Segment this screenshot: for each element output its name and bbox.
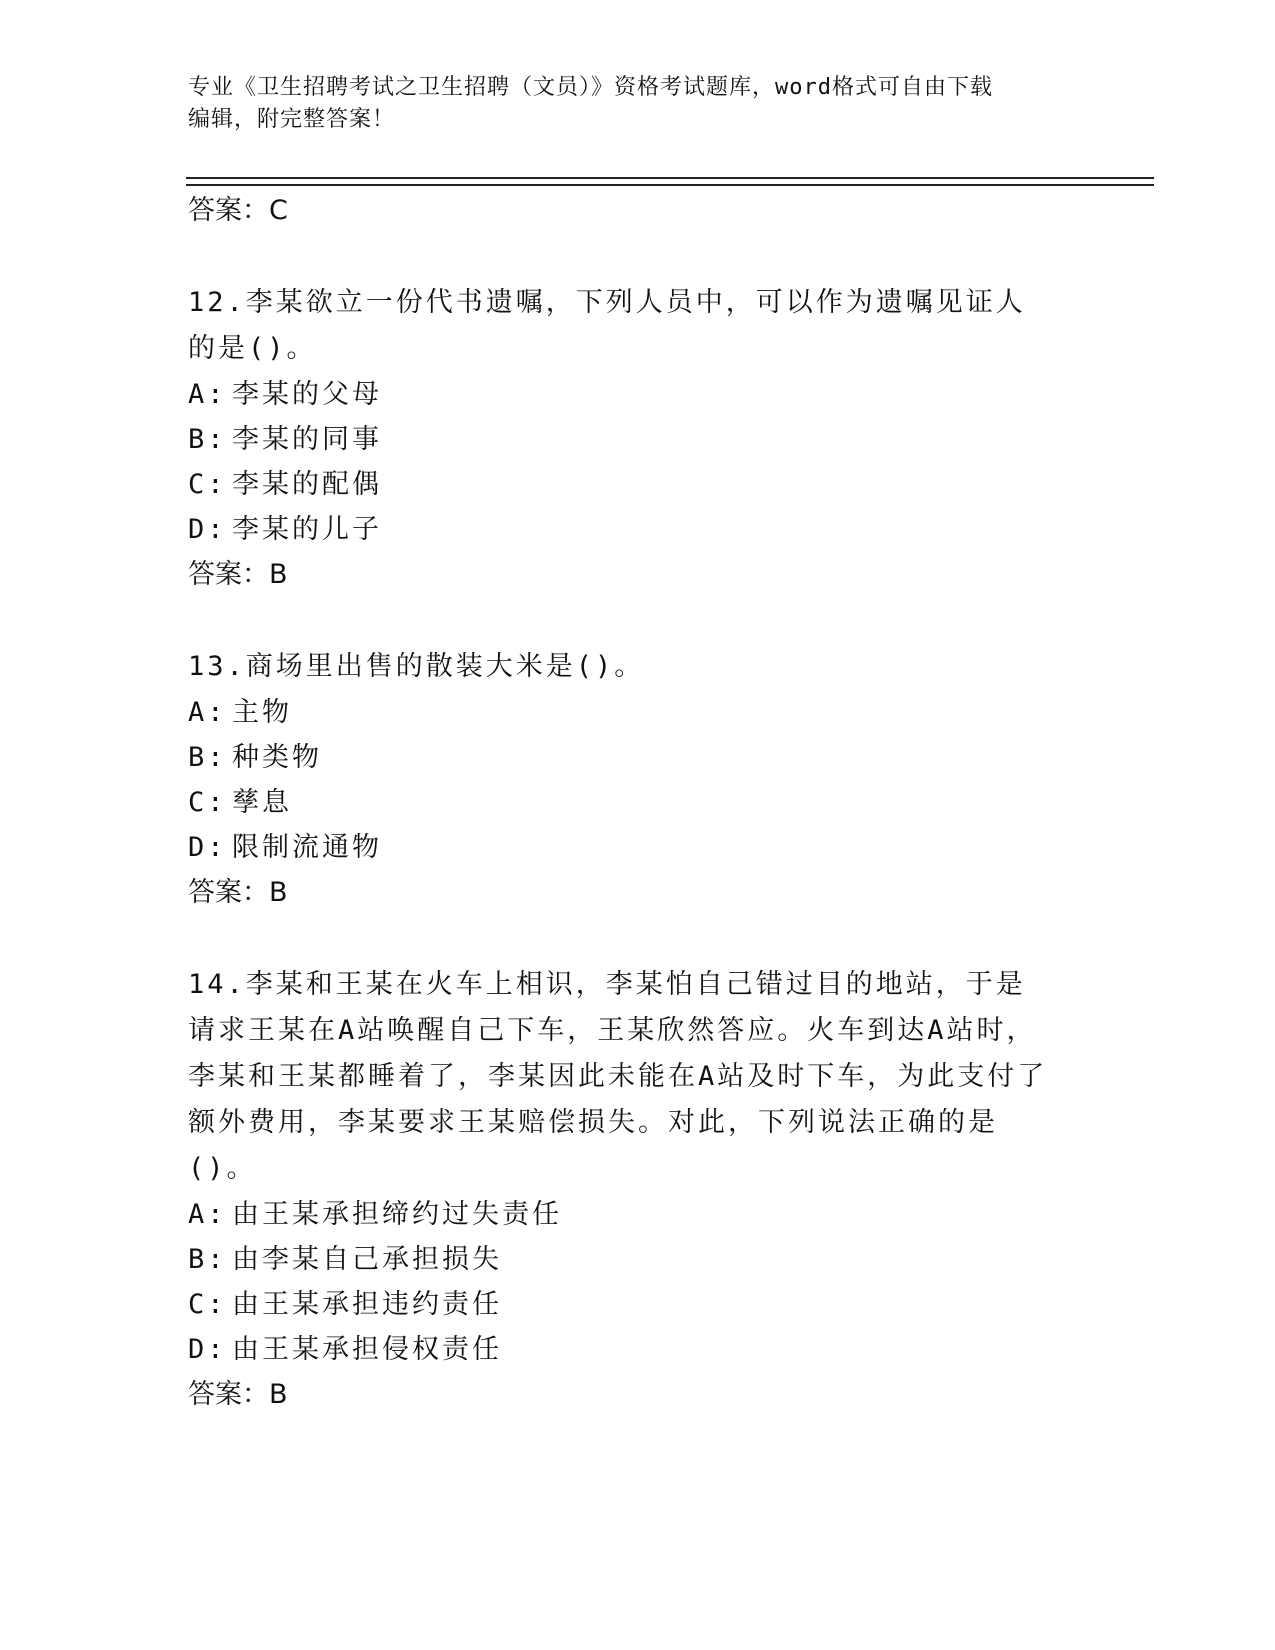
option-c: [188, 1282, 1088, 1327]
question-text: 13.商场里出售的散装大米是()。: [188, 651, 645, 682]
option-a: [188, 690, 1088, 735]
question-14: [188, 962, 1088, 1418]
question-text: 14.李某和王某在火车上相识，李某怕自己错过目的地站，于是请求王某在A站唤醒自己下车，王某欣然答应。火车到达A站时，李某和王某都睡着了，李某因此未能在A站及时下车，为此支付了额外费用，李某要求王某赔偿损失。对此，下列说法正确的是()。: [188, 969, 1048, 1184]
option-b: [188, 417, 1088, 462]
header-line-2: 编辑，附完整答案！: [188, 107, 396, 132]
answer-label: 答案：C: [188, 195, 288, 226]
option-text: 种类物: [232, 742, 322, 773]
option-letter: A:: [188, 379, 227, 410]
option-letter: B:: [188, 1244, 227, 1275]
option-text: 限制流通物: [232, 832, 382, 863]
option-letter: A:: [188, 697, 227, 728]
option-d: [188, 507, 1088, 552]
option-letter: C:: [188, 469, 227, 500]
option-letter: A:: [188, 1199, 227, 1230]
option-text: 李某的配偶: [232, 469, 382, 500]
option-text: 由王某承担违约责任: [232, 1289, 502, 1320]
option-text: 李某的父母: [232, 379, 382, 410]
document-body: [188, 188, 1088, 1418]
question-13: [188, 644, 1088, 916]
option-c: [188, 780, 1088, 825]
option-letter: D:: [188, 1334, 227, 1365]
option-letter: B:: [188, 742, 227, 773]
option-text: 由李某自己承担损失: [232, 1244, 502, 1275]
option-d: [188, 825, 1088, 870]
answer-label: 答案：B: [188, 1379, 288, 1410]
option-b: [188, 1237, 1088, 1282]
header-divider-top: [186, 177, 1154, 179]
option-text: 孳息: [232, 787, 292, 818]
option-text: 由王某承担侵权责任: [232, 1334, 502, 1365]
answer-label: 答案：B: [188, 559, 288, 590]
option-letter: C:: [188, 787, 227, 818]
answer-label: 答案：B: [188, 877, 288, 908]
option-a: [188, 372, 1088, 417]
option-letter: D:: [188, 832, 227, 863]
option-letter: D:: [188, 514, 227, 545]
header-divider-bottom: [186, 184, 1154, 186]
option-letter: B:: [188, 424, 227, 455]
question-text: 12.李某欲立一份代书遗嘱，下列人员中，可以作为遗嘱见证人的是()。: [188, 287, 1026, 364]
question-12: [188, 280, 1088, 598]
option-text: 李某的同事: [232, 424, 382, 455]
option-letter: C:: [188, 1289, 227, 1320]
option-d: [188, 1327, 1088, 1372]
option-c: [188, 462, 1088, 507]
option-text: 由王某承担缔约过失责任: [232, 1199, 562, 1230]
option-text: 主物: [232, 697, 292, 728]
header-line-1: 专业《卫生招聘考试之卫生招聘（文员）》资格考试题库，word格式可自由下载: [188, 75, 993, 100]
option-b: [188, 735, 1088, 780]
option-text: 李某的儿子: [232, 514, 382, 545]
document-header: [188, 72, 1088, 136]
option-a: [188, 1192, 1088, 1237]
